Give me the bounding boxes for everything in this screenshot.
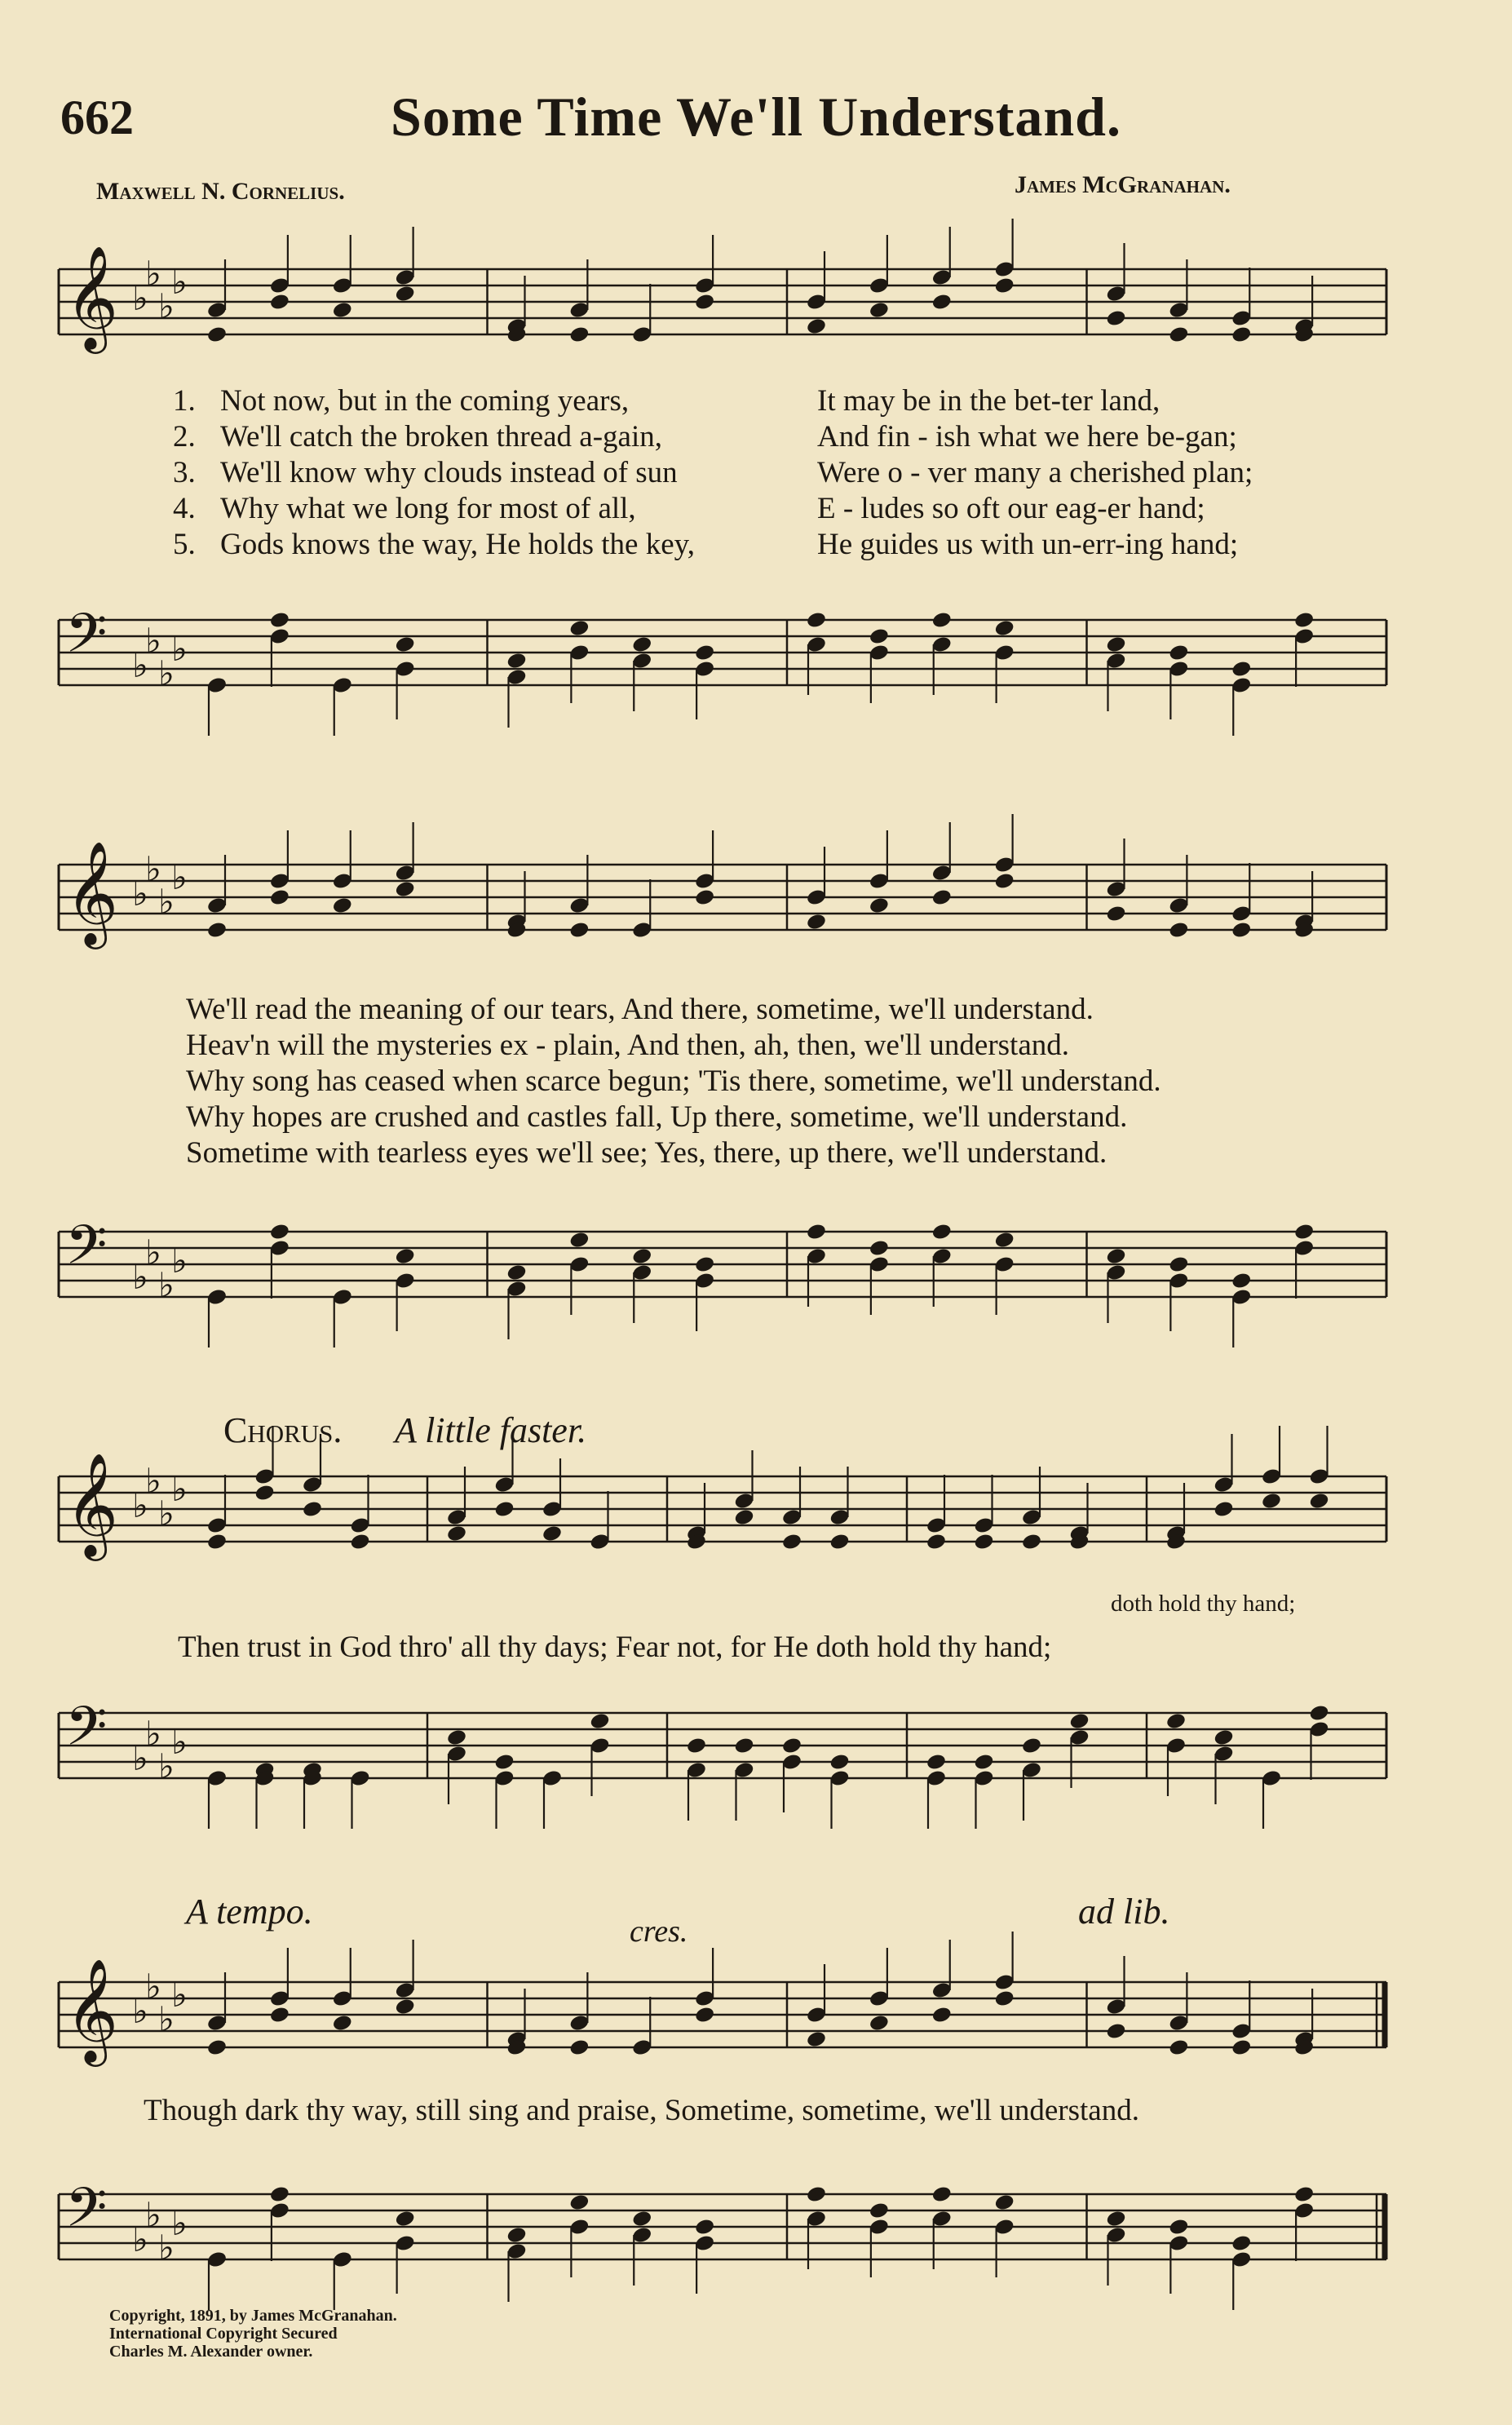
note-head [694, 1255, 715, 1274]
note-head [1293, 611, 1315, 630]
composer-credit: James McGranahan. [1015, 171, 1231, 198]
note-head [206, 1533, 228, 1551]
note-head [269, 888, 290, 907]
note-head [542, 1524, 563, 1543]
note-head [1168, 644, 1189, 662]
verse-line [173, 383, 1161, 419]
note-head [269, 1223, 290, 1241]
verse-number: 5. [173, 528, 196, 561]
copyright-notice [109, 2307, 397, 2361]
note-head [686, 1737, 707, 1755]
verse-text: Gods knows the way, He holds the key, [220, 528, 695, 561]
flat-sign-icon: ♭ [145, 1967, 161, 2007]
verse-text: Why what we long for most of all, [220, 492, 636, 525]
note-head [869, 896, 890, 915]
note-head [1105, 309, 1126, 328]
flat-sign-icon: ♭ [132, 645, 148, 685]
verse-line [173, 527, 1239, 563]
note-head [931, 1223, 953, 1241]
flat-sign-icon: ♭ [171, 1241, 188, 1281]
note-head [568, 921, 590, 940]
note-head [446, 1728, 467, 1747]
note-head [1231, 1272, 1252, 1290]
note-head [1231, 325, 1252, 344]
flat-sign-icon: ♭ [171, 2203, 188, 2243]
note-head [1293, 2185, 1315, 2204]
alternate-lyric: doth hold thy hand; [1111, 1591, 1296, 1617]
note-head [931, 888, 953, 907]
note-head [506, 1263, 527, 1282]
copyright-line: Charles M. Alexander owner. [109, 2343, 313, 2361]
tempo-marking: A tempo. [186, 1892, 313, 1932]
treble-clef-icon: 𝄞 [65, 1958, 119, 2062]
note-head [781, 1533, 802, 1551]
note-head [806, 1223, 827, 1241]
note-head [1105, 2210, 1126, 2228]
treble-clef-icon: 𝄞 [65, 245, 119, 349]
note-head [1213, 1728, 1234, 1747]
flat-sign-icon: ♭ [171, 1975, 188, 2015]
flat-sign-icon: ♭ [132, 874, 148, 914]
note-head [1308, 1492, 1329, 1511]
note-head [631, 1247, 652, 1266]
expression-marking: ad lib. [1078, 1892, 1170, 1932]
note-head [395, 1247, 416, 1266]
flat-sign-icon: ♭ [171, 1722, 188, 1762]
flat-sign-icon: ♭ [132, 1991, 148, 2031]
note-head [1231, 2038, 1252, 2057]
flat-sign-icon: ♭ [132, 1257, 148, 1297]
note-head [806, 2030, 827, 2049]
note-head [395, 1998, 416, 2016]
treble-clef-icon: 𝄞 [65, 1452, 119, 1556]
note-head [931, 293, 953, 312]
note-head [1308, 1704, 1329, 1723]
note-head [694, 2006, 715, 2025]
flat-sign-icon: ♭ [158, 1999, 175, 2039]
bass-clef-icon: 𝄢 [65, 1214, 108, 1290]
verse-number: 1. [173, 384, 196, 418]
note-head [1168, 2038, 1189, 2057]
verse-text: It may be in the bet-ter land, [817, 384, 1161, 418]
verse-line [173, 419, 1237, 455]
note-head [931, 611, 953, 630]
verse-number: 2. [173, 420, 196, 454]
flat-sign-icon: ♭ [158, 1746, 175, 1786]
note-head [994, 1231, 1015, 1250]
flat-sign-icon: ♭ [132, 278, 148, 318]
note-head [568, 1231, 590, 1250]
note-head [926, 1753, 947, 1772]
note-head [1105, 635, 1126, 654]
note-head [395, 635, 416, 654]
verse-text: We'll know why clouds instead of sun [220, 456, 678, 489]
flat-sign-icon: ♭ [158, 653, 175, 693]
note-head [332, 2014, 353, 2033]
treble-staff [0, 237, 1512, 367]
flat-sign-icon: ♭ [145, 1232, 161, 1272]
flat-sign-icon: ♭ [145, 1714, 161, 1754]
note-head [1105, 2022, 1126, 2041]
flat-sign-icon: ♭ [158, 1493, 175, 1533]
note-head [994, 872, 1015, 891]
chorus-line: Though dark thy way, still sing and praise, Sometime, sometime, we'll understand. [144, 2094, 1139, 2127]
note-head [733, 1508, 754, 1527]
verse-number: 4. [173, 492, 196, 525]
flat-sign-icon: ♭ [158, 2228, 175, 2268]
note-head [994, 1989, 1015, 2008]
note-head [1021, 1533, 1042, 1551]
note-head [568, 2193, 590, 2212]
note-head [206, 325, 228, 344]
treble-staff [0, 1949, 1512, 2088]
note-head [973, 1533, 994, 1551]
note-head [806, 611, 827, 630]
note-head [568, 2038, 590, 2057]
verse-line [173, 455, 1253, 491]
treble-staff [0, 1444, 1512, 1582]
note-head [781, 1737, 802, 1755]
note-head [694, 293, 715, 312]
verse-text: He guides us with un-err-ing hand; [817, 528, 1239, 561]
note-head [395, 2210, 416, 2228]
note-head [506, 2226, 527, 2245]
note-head [446, 1524, 467, 1543]
note-head [1021, 1737, 1042, 1755]
note-head [493, 1500, 515, 1519]
note-head [206, 921, 228, 940]
note-head [1168, 2218, 1189, 2237]
note-head [1068, 1712, 1090, 1731]
note-head [994, 2193, 1015, 2212]
verse-text: Not now, but in the coming years, [220, 384, 630, 418]
hymn-number: 662 [60, 91, 134, 144]
note-head [829, 1533, 850, 1551]
flat-sign-icon: ♭ [145, 849, 161, 889]
bass-clef-icon: 𝄢 [65, 2176, 108, 2252]
bass-staff [0, 587, 1512, 734]
note-head [869, 2014, 890, 2033]
note-head [931, 2185, 953, 2204]
verse-line: Why hopes are crushed and castles fall, Up there, sometime, we'll understand. [186, 1100, 1128, 1134]
note-head [869, 301, 890, 320]
lyricist-credit: Maxwell N. Cornelius. [96, 178, 345, 205]
note-head [631, 635, 652, 654]
note-head [1231, 2234, 1252, 2253]
note-head [1293, 1223, 1315, 1241]
bass-staff [0, 1680, 1512, 1819]
note-head [269, 2006, 290, 2025]
note-head [1231, 660, 1252, 679]
note-head [269, 611, 290, 630]
verse-text: Were o - ver many a cherished plan; [817, 456, 1253, 489]
flat-sign-icon: ♭ [158, 286, 175, 326]
note-head [806, 317, 827, 336]
verse-line: We'll read the meaning of our tears, And there, sometime, we'll understand. [186, 993, 1094, 1026]
verse-text: E - ludes so oft our eag-er hand; [817, 492, 1205, 525]
note-head [994, 619, 1015, 638]
note-head [1105, 1247, 1126, 1266]
note-head [395, 880, 416, 899]
bass-clef-icon: 𝄢 [65, 602, 108, 678]
chorus-line: Then trust in God thro' all thy days; Fear not, for He doth hold thy hand; [178, 1631, 1052, 1664]
flat-sign-icon: ♭ [171, 629, 188, 669]
hymn-title: Some Time We'll Understand. [391, 86, 1121, 148]
note-head [869, 1239, 890, 1258]
note-head [269, 2185, 290, 2204]
note-head [568, 325, 590, 344]
note-head [994, 277, 1015, 295]
note-head [931, 2006, 953, 2025]
flat-sign-icon: ♭ [145, 1461, 161, 1501]
note-head [589, 1712, 610, 1731]
note-head [332, 301, 353, 320]
note-head [493, 1753, 515, 1772]
note-head [869, 627, 890, 646]
note-head [806, 913, 827, 932]
flat-sign-icon: ♭ [132, 1485, 148, 1525]
note-head [1213, 1500, 1234, 1519]
verse-line: Heav'n will the mysteries ex - plain, And then, ah, then, we'll understand. [186, 1029, 1069, 1062]
flat-sign-icon: ♭ [158, 882, 175, 922]
bass-clef-icon: 𝄢 [65, 1695, 108, 1771]
note-head [1231, 921, 1252, 940]
treble-clef-icon: 𝄞 [65, 840, 119, 945]
note-head [1261, 1492, 1282, 1511]
note-head [733, 1737, 754, 1755]
note-head [631, 2210, 652, 2228]
flat-sign-icon: ♭ [145, 2195, 161, 2235]
note-head [1168, 1255, 1189, 1274]
note-head [395, 285, 416, 303]
chorus-heading: Chorus. [223, 1410, 343, 1450]
verse-line: Sometime with tearless eyes we'll see; Yes, there, up there, we'll understand. [186, 1136, 1107, 1170]
note-head [694, 888, 715, 907]
verse-line [173, 491, 1205, 527]
note-head [1165, 1712, 1187, 1731]
flat-sign-icon: ♭ [132, 2219, 148, 2259]
note-head [694, 2218, 715, 2237]
note-head [254, 1484, 275, 1502]
verse-text: And fin - ish what we here be-gan; [817, 420, 1237, 454]
tempo-marking: A little faster. [395, 1410, 587, 1450]
copyright-line: Copyright, 1891, by James McGranahan. [109, 2307, 397, 2325]
verse-text: We'll catch the broken thread a-gain, [220, 420, 662, 454]
flat-sign-icon: ♭ [171, 1469, 188, 1509]
verse-number: 3. [173, 456, 196, 489]
note-head [269, 293, 290, 312]
treble-staff [0, 832, 1512, 979]
note-head [349, 1533, 370, 1551]
bass-staff [0, 2162, 1512, 2317]
flat-sign-icon: ♭ [132, 1738, 148, 1778]
flat-sign-icon: ♭ [145, 621, 161, 661]
note-head [869, 2202, 890, 2220]
note-head [332, 896, 353, 915]
bass-staff [0, 1199, 1512, 1354]
flat-sign-icon: ♭ [171, 262, 188, 302]
verse-line: Why song has ceased when scarce begun; 'Tis there, sometime, we'll understand. [186, 1064, 1161, 1098]
note-head [1105, 905, 1126, 923]
flat-sign-icon: ♭ [171, 857, 188, 897]
note-head [206, 2038, 228, 2057]
note-head [806, 2185, 827, 2204]
note-head [973, 1753, 994, 1772]
dynamic-marking: cres. [630, 1914, 688, 1949]
note-head [694, 644, 715, 662]
flat-sign-icon: ♭ [145, 254, 161, 294]
note-head [568, 619, 590, 638]
note-head [302, 1500, 323, 1519]
flat-sign-icon: ♭ [158, 1265, 175, 1305]
note-head [1168, 921, 1189, 940]
copyright-line: International Copyright Secured [109, 2325, 338, 2343]
note-head [1168, 325, 1189, 344]
note-head [506, 652, 527, 670]
note-head [829, 1753, 850, 1772]
note-head [926, 1533, 947, 1551]
